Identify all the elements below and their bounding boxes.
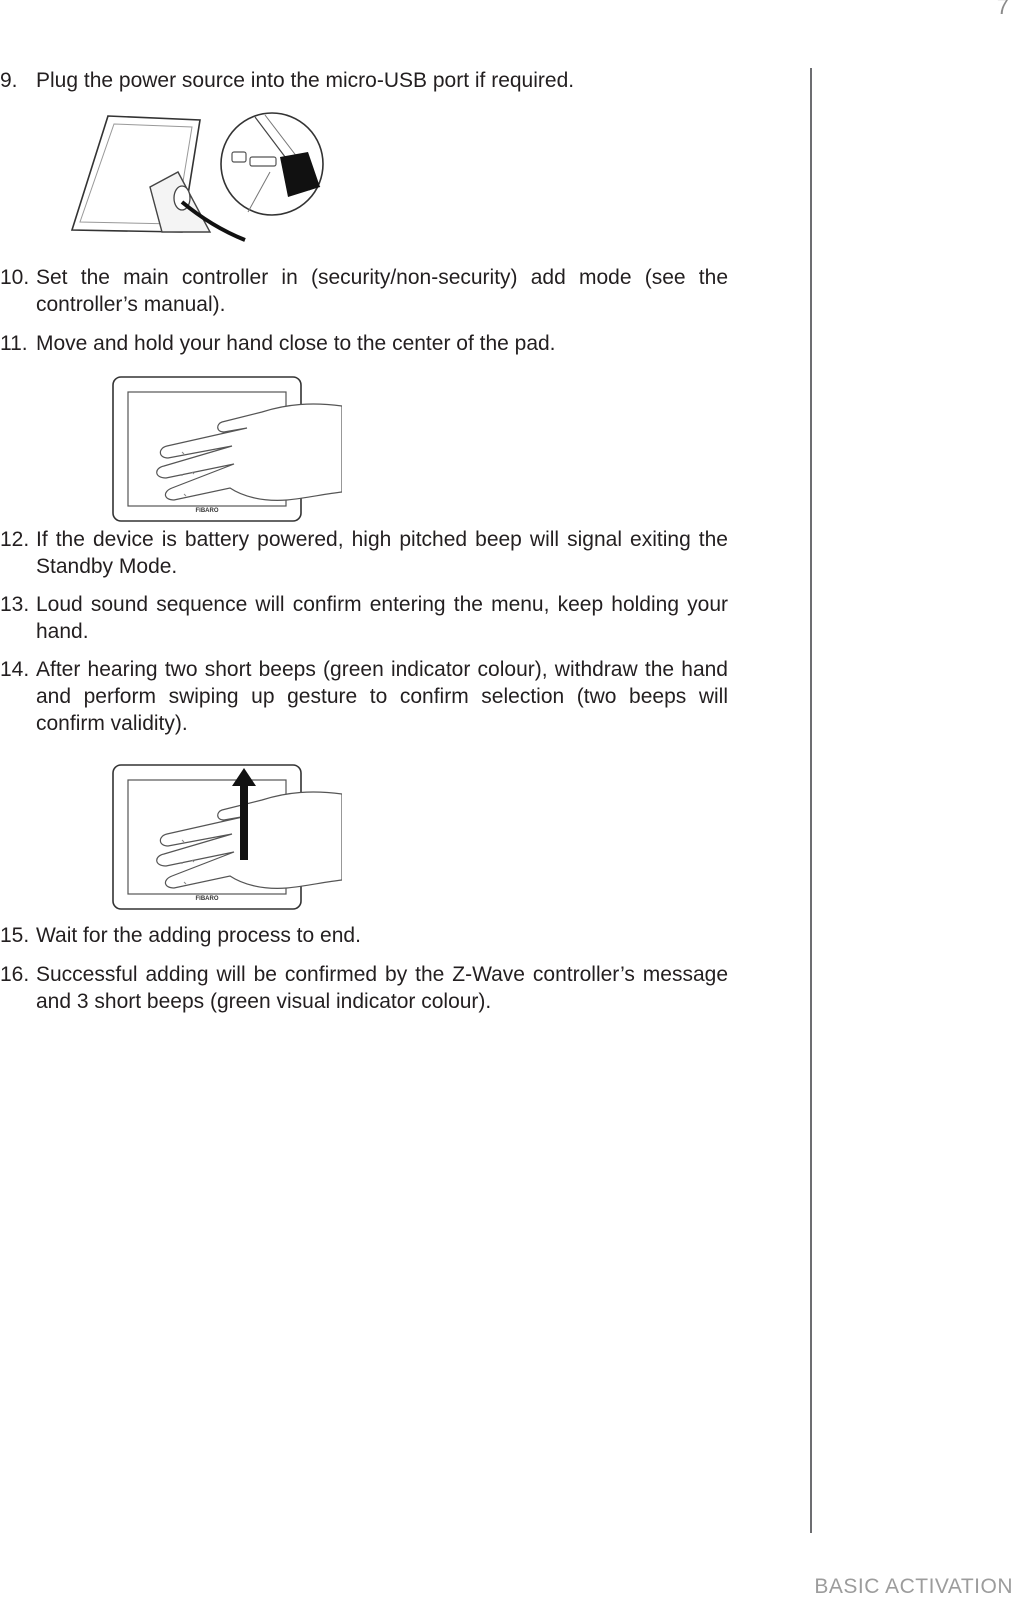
step-number: 16. — [0, 963, 30, 986]
hand-over-pad-illustration — [112, 376, 342, 522]
pad-brand-logo: FIBARO — [195, 508, 219, 514]
section-label: BASIC ACTIVATION — [814, 1575, 1013, 1598]
step-15 — [0, 922, 728, 949]
step-text: Plug the power source into the micro-USB port if required. — [36, 69, 575, 92]
step-number: 11. — [0, 332, 28, 355]
step-number: 14. — [0, 658, 30, 681]
step-text: Set the main controller in (security/non-security) add mode (see the controller’s manual). — [36, 266, 728, 316]
step-text: Wait for the adding process to end. — [36, 924, 361, 947]
step-text: Loud sound sequence will confirm entering the menu, keep holding your hand. — [36, 593, 728, 643]
step-text: Move and hold your hand close to the center of the pad. — [36, 332, 556, 355]
step-number: 10. — [0, 266, 30, 289]
column-divider — [810, 68, 812, 1533]
page-number: 7 — [996, 0, 1009, 19]
step-14 — [0, 656, 728, 737]
step-12 — [0, 526, 728, 580]
step-10 — [0, 264, 728, 318]
pad-brand-logo: FIBARO — [195, 896, 219, 902]
swipe-up-illustration — [112, 764, 342, 910]
step-9 — [0, 67, 728, 94]
step-number: 12. — [0, 528, 30, 551]
step-16 — [0, 961, 728, 1015]
step-number: 13. — [0, 593, 30, 616]
step-13 — [0, 591, 728, 645]
step-11 — [0, 330, 728, 357]
step-number: 9. — [0, 69, 18, 92]
step-text: If the device is battery powered, high pitched beep will signal exiting the Standby Mode. — [36, 528, 728, 578]
step-text: After hearing two short beeps (green indicator colour), withdraw the hand and perform swiping up gesture to confirm selection (two beeps will confirm validity). — [36, 658, 728, 735]
step-number: 15. — [0, 924, 30, 947]
usb-power-illustration — [70, 112, 340, 247]
step-text: Successful adding will be confirmed by the Z-Wave controller’s message and 3 short beeps (green visual indicator colour). — [36, 963, 728, 1013]
